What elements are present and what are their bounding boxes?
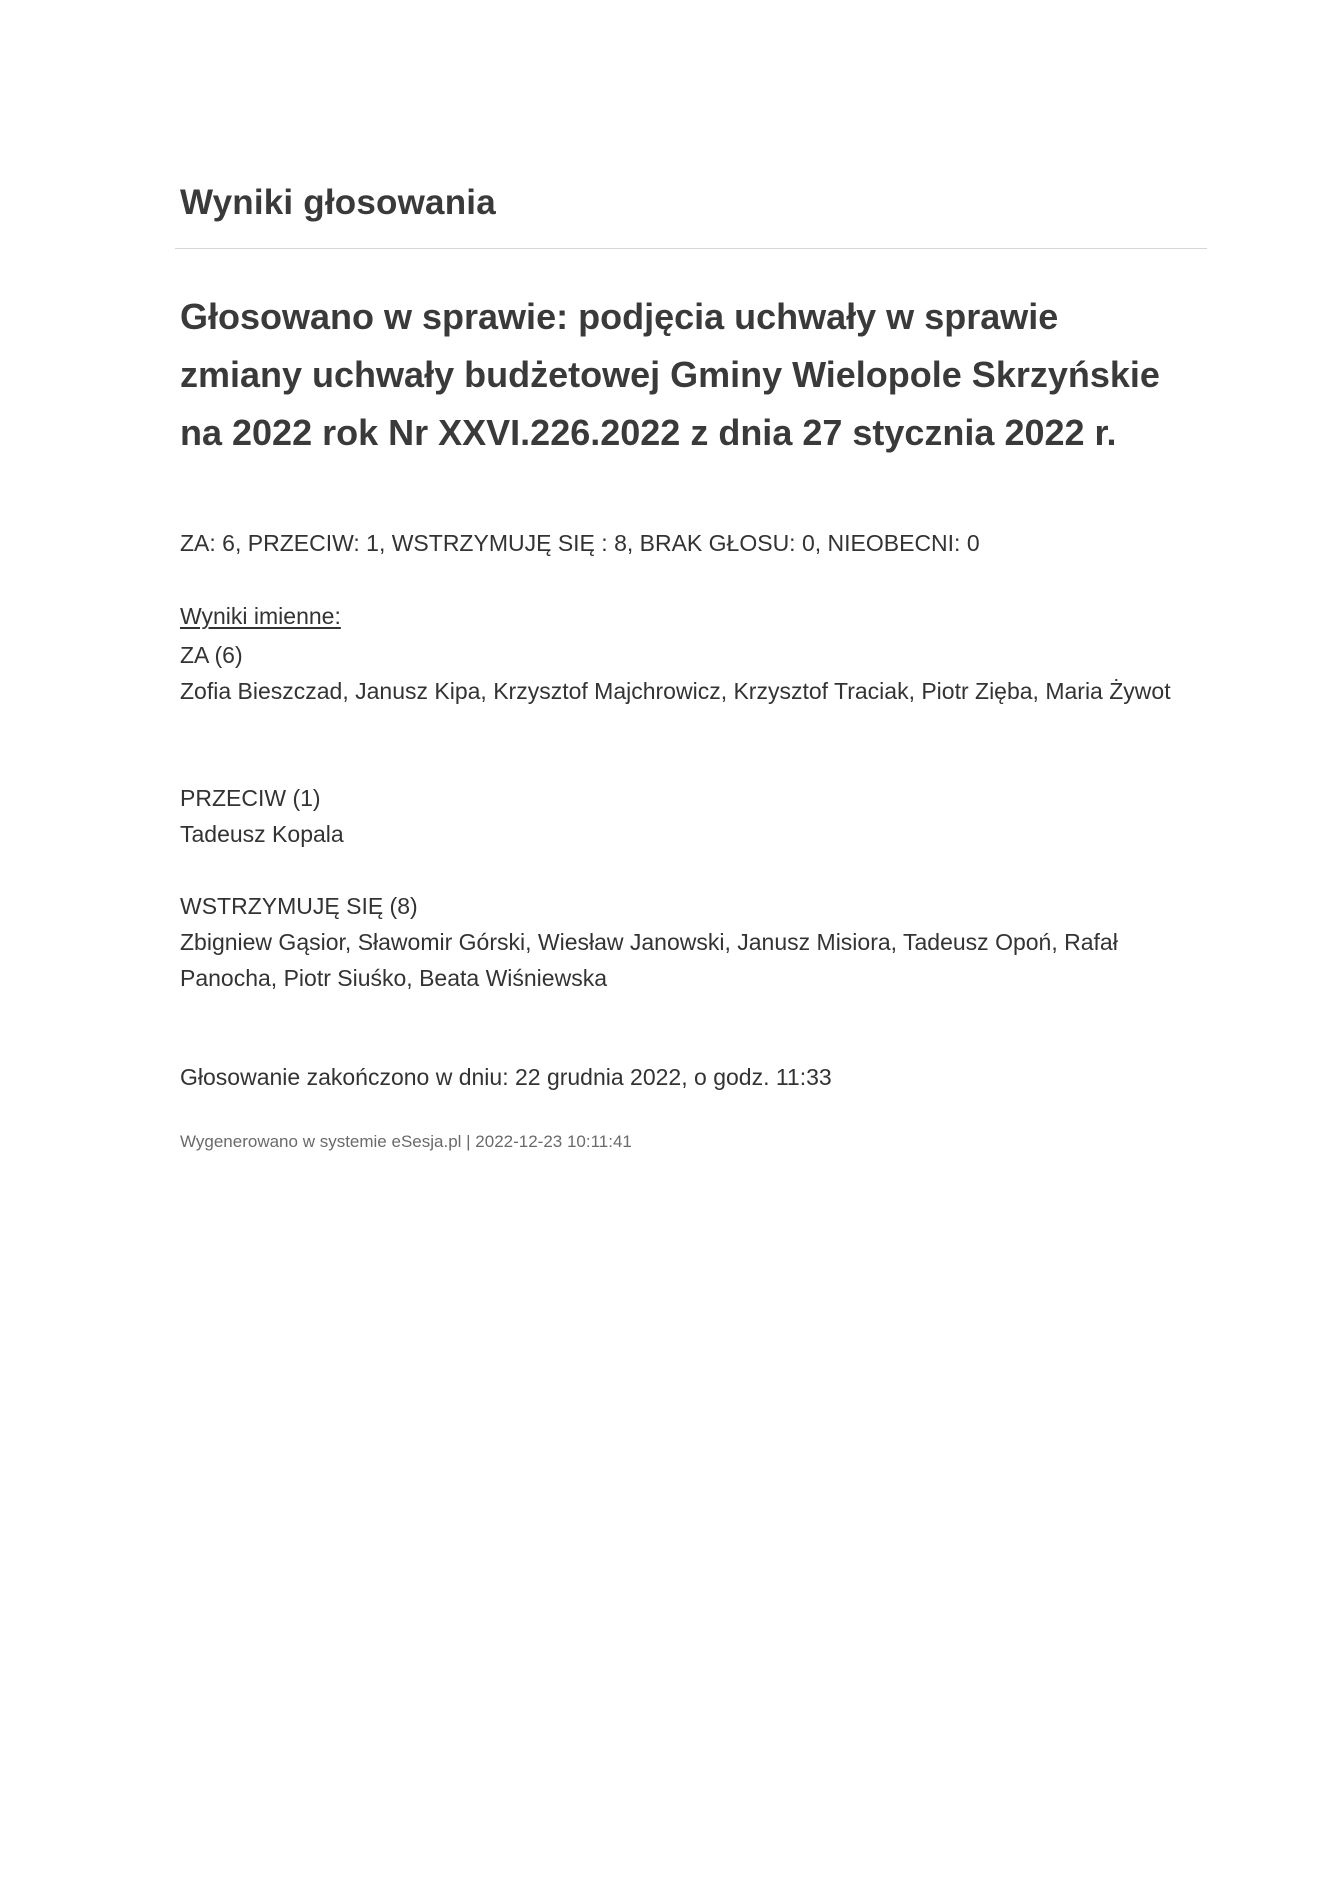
voting-end-timestamp: Głosowanie zakończono w dniu: 22 grudnia 2022, o godz. 11:33 — [180, 1064, 832, 1090]
vote-group-label: PRZECIW (1) — [180, 785, 321, 811]
vote-group-za — [180, 637, 1200, 709]
vote-subject-label: Głosowano w sprawie: — [180, 296, 569, 337]
page-title: Wyniki głosowania — [180, 183, 496, 222]
vote-group-label: WSTRZYMUJĘ SIĘ (8) — [180, 893, 418, 919]
vote-group-przeciw — [180, 780, 1200, 852]
vote-group-names: Tadeusz Kopala — [180, 821, 344, 847]
vote-subject-text: podjęcia uchwały w sprawie zmiany uchwały budżetowej Gminy Wielopole Skrzyńskie na 2022 rok Nr XXVI.226.2022 z dnia 27 stycznia 2022 r. — [180, 296, 1160, 453]
vote-subject — [180, 288, 1180, 462]
vote-group-label: ZA (6) — [180, 642, 243, 668]
vote-group-names: Zofia Bieszczad, Janusz Kipa, Krzysztof Majchrowicz, Krzysztof Traciak, Piotr Zięba, Maria Żywot — [180, 678, 1171, 704]
vote-group-names: Zbigniew Gąsior, Sławomir Górski, Wiesław Janowski, Janusz Misiora, Tadeusz Opoń, Rafał Panocha, Piotr Siuśko, Beata Wiśniewska — [180, 929, 1118, 991]
generated-footer: Wygenerowano w systemie eSesja.pl | 2022-12-23 10:11:41 — [180, 1132, 632, 1151]
vote-summary: ZA: 6, PRZECIW: 1, WSTRZYMUJĘ SIĘ : 8, BRAK GŁOSU: 0, NIEOBECNI: 0 — [180, 530, 980, 556]
title-divider — [175, 248, 1207, 249]
vote-group-wstrzymuje — [180, 888, 1200, 996]
named-results-header: Wyniki imienne: — [180, 603, 341, 629]
